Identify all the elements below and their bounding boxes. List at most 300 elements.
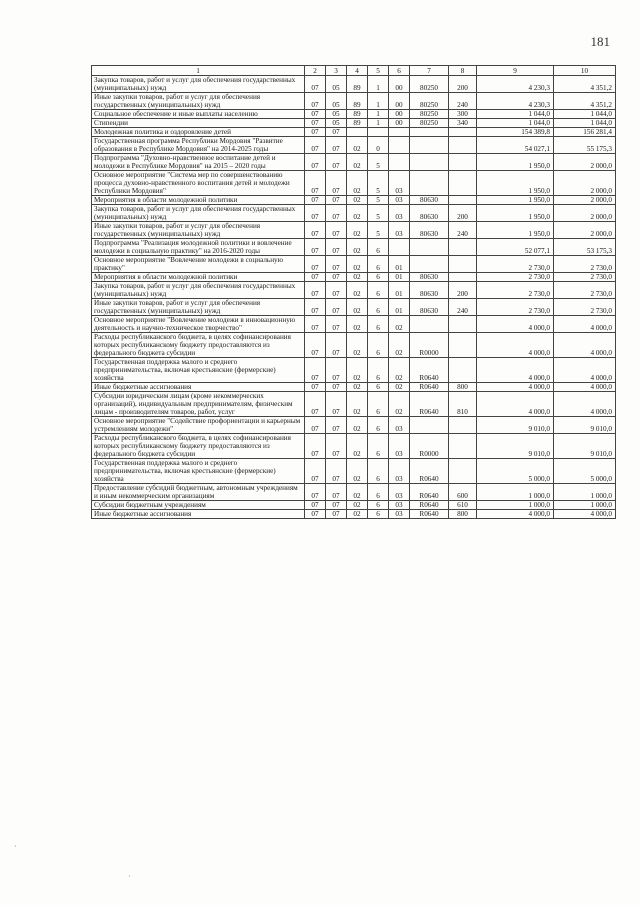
row-subprogram: 5 [368,196,389,205]
row-direction [410,417,449,434]
row-name: Основное мероприятие "Содействие профориентации и карьерным устремлениям молодежи" [92,417,305,434]
row-program: 02 [347,392,368,417]
table-header-row [92,66,616,76]
row-sum-year-2: 156 281,4 [554,128,616,137]
row-subsection: 07 [326,417,347,434]
row-section: 07 [305,205,326,222]
row-sum-year-1: 52 077,1 [477,239,554,256]
row-sum-year-2: 9 010,0 [554,417,616,434]
row-sum-year-1: 1 950,0 [477,171,554,196]
row-name: Закупка товаров, работ и услуг для обеспечения государственных (муниципальных) нужд [92,282,305,299]
row-activity: 03 [389,510,410,519]
table-body [92,76,616,519]
row-program: 89 [347,119,368,128]
row-direction: 80630 [410,299,449,316]
row-program: 02 [347,256,368,273]
row-sum-year-1: 4 230,3 [477,76,554,93]
column-header: 9 [477,66,554,76]
row-section: 07 [305,76,326,93]
row-subsection: 05 [326,110,347,119]
row-subprogram: 6 [368,434,389,459]
row-sum-year-2: 2 000,0 [554,205,616,222]
row-activity: 03 [389,417,410,434]
row-expense-type: 240 [449,93,477,110]
row-sum-year-1: 4 000,0 [477,333,554,358]
row-sum-year-2: 4 000,0 [554,316,616,333]
row-name: Подпрограмма "Духовно-нравственное воспитание детей и молодежи в Республике Мордовия" на 2015 – 2020 годы [92,154,305,171]
row-subprogram: 6 [368,282,389,299]
row-activity: 01 [389,282,410,299]
row-subprogram [368,128,389,137]
row-subprogram: 6 [368,383,389,392]
row-subsection: 07 [326,383,347,392]
row-program: 02 [347,316,368,333]
row-subprogram: 1 [368,76,389,93]
row-program: 02 [347,239,368,256]
row-subsection: 05 [326,93,347,110]
column-header: 4 [347,66,368,76]
row-direction: R0640 [410,392,449,417]
row-subsection: 07 [326,128,347,137]
row-subsection: 07 [326,196,347,205]
row-activity [389,154,410,171]
row-activity: 02 [389,333,410,358]
row-section: 07 [305,434,326,459]
row-sum-year-1: 4 000,0 [477,510,554,519]
row-expense-type [449,256,477,273]
table-row [92,316,616,333]
row-name: Государственная поддержка малого и среднего предпринимательства, включая крестьянские (фермерские) хозяйства [92,459,305,484]
row-section: 07 [305,256,326,273]
row-subsection: 07 [326,510,347,519]
row-direction: 80630 [410,196,449,205]
row-name: Иные бюджетные ассигнования [92,510,305,519]
row-sum-year-2: 1 000,0 [554,501,616,510]
row-program: 02 [347,171,368,196]
row-name: Расходы республиканского бюджета, в целях софинансирования которых республиканскому бюджету предоставляются из федерального бюджета субсидии [92,434,305,459]
row-program: 02 [347,358,368,383]
row-program: 02 [347,205,368,222]
row-section: 07 [305,392,326,417]
row-activity: 03 [389,196,410,205]
row-section: 07 [305,171,326,196]
column-header: 8 [449,66,477,76]
table-row [92,205,616,222]
row-subsection: 07 [326,239,347,256]
row-subprogram: 6 [368,510,389,519]
row-subsection: 07 [326,273,347,282]
column-header: 6 [389,66,410,76]
row-sum-year-2: 1 000,0 [554,484,616,501]
row-sum-year-1: 2 730,0 [477,273,554,282]
row-program: 02 [347,510,368,519]
table-row [92,128,616,137]
table-row [92,392,616,417]
row-activity: 03 [389,222,410,239]
row-program: 02 [347,137,368,154]
table-row [92,119,616,128]
row-expense-type: 200 [449,76,477,93]
table-row [92,282,616,299]
row-name: Субсидии бюджетным учреждениям [92,501,305,510]
row-name: Мероприятия в области молодежной политики [92,273,305,282]
row-direction: 80250 [410,119,449,128]
row-expense-type [449,316,477,333]
row-sum-year-2: 2 000,0 [554,222,616,239]
row-name: Стипендии [92,119,305,128]
row-sum-year-2: 2 000,0 [554,196,616,205]
row-direction [410,137,449,154]
row-section: 07 [305,273,326,282]
row-direction [410,239,449,256]
row-subprogram: 6 [368,239,389,256]
budget-table [91,65,616,519]
row-name: Закупка товаров, работ и услуг для обеспечения государственных (муниципальных) нужд [92,76,305,93]
table-row [92,256,616,273]
table-row [92,137,616,154]
row-sum-year-2: 2 730,0 [554,299,616,316]
row-section: 07 [305,510,326,519]
row-direction [410,154,449,171]
row-direction: R0640 [410,501,449,510]
row-name: Предоставление субсидий бюджетным, автономным учреждениям и иным некоммерческим организациям [92,484,305,501]
row-sum-year-2: 4 000,0 [554,510,616,519]
row-subsection: 07 [326,459,347,484]
row-program: 02 [347,273,368,282]
row-section: 07 [305,282,326,299]
row-expense-type: 600 [449,484,477,501]
row-name: Основное мероприятие "Система мер по совершенствованию процесса духовно-нравственного воспитания детей и молодежи Республики Мордовия" [92,171,305,196]
row-program: 02 [347,333,368,358]
table-row [92,93,616,110]
row-sum-year-2: 4 000,0 [554,333,616,358]
row-direction: R0640 [410,484,449,501]
scan-speck: · [128,872,131,881]
row-sum-year-2: 4 351,2 [554,76,616,93]
row-sum-year-2: 1 044,0 [554,119,616,128]
row-subsection: 07 [326,501,347,510]
row-expense-type: 240 [449,299,477,316]
row-sum-year-2: 1 044,0 [554,110,616,119]
row-subprogram: 1 [368,110,389,119]
row-sum-year-1: 2 730,0 [477,256,554,273]
row-subprogram: 6 [368,392,389,417]
row-direction: 80630 [410,282,449,299]
row-expense-type: 200 [449,282,477,299]
row-subsection: 07 [326,222,347,239]
row-section: 07 [305,128,326,137]
row-expense-type [449,154,477,171]
row-sum-year-1: 1 044,0 [477,110,554,119]
table-row [92,171,616,196]
row-name: Иные закупки товаров, работ и услуг для обеспечения государственных (муниципальных) нужд [92,93,305,110]
row-direction: R0640 [410,459,449,484]
row-activity: 03 [389,484,410,501]
row-sum-year-1: 1 000,0 [477,501,554,510]
row-direction [410,171,449,196]
row-sum-year-1: 9 010,0 [477,417,554,434]
row-sum-year-1: 1 950,0 [477,222,554,239]
table-row [92,484,616,501]
column-header: 10 [554,66,616,76]
row-activity: 02 [389,358,410,383]
row-sum-year-1: 4 000,0 [477,316,554,333]
row-section: 07 [305,110,326,119]
row-activity: 03 [389,171,410,196]
row-sum-year-1: 4 000,0 [477,392,554,417]
table-row [92,76,616,93]
row-subprogram: 6 [368,459,389,484]
row-name: Основное мероприятие "Вовлечение молодежи в инновационную деятельность и научно-техническое творчество" [92,316,305,333]
table-row [92,333,616,358]
row-direction: 80630 [410,273,449,282]
row-subsection: 07 [326,358,347,383]
row-activity: 03 [389,434,410,459]
row-program [347,128,368,137]
row-section: 07 [305,119,326,128]
table-row [92,196,616,205]
row-expense-type [449,333,477,358]
row-name: Расходы республиканского бюджета, в целях софинансирования которых республиканскому бюджету предоставляются из федерального бюджета субсидии [92,333,305,358]
table-row [92,358,616,383]
row-program: 02 [347,501,368,510]
row-sum-year-1: 1 044,0 [477,119,554,128]
row-expense-type [449,417,477,434]
row-name: Государственная программа Республики Мордовия "Развитие образования в Республике Мордовия" на 2014-2025 годы [92,137,305,154]
table-row [92,501,616,510]
row-expense-type: 610 [449,501,477,510]
table-row [92,273,616,282]
row-activity: 02 [389,392,410,417]
row-subprogram: 6 [368,358,389,383]
row-program: 02 [347,459,368,484]
column-header: 5 [368,66,389,76]
row-direction: R0000 [410,333,449,358]
row-activity: 00 [389,93,410,110]
row-program: 02 [347,222,368,239]
row-subsection: 05 [326,119,347,128]
row-expense-type [449,128,477,137]
row-section: 07 [305,137,326,154]
row-direction: 80630 [410,222,449,239]
row-sum-year-2: 2 730,0 [554,256,616,273]
row-program: 89 [347,93,368,110]
row-sum-year-2: 4 351,2 [554,93,616,110]
row-expense-type: 800 [449,510,477,519]
table-row [92,417,616,434]
row-expense-type [449,358,477,383]
row-sum-year-2: 2 730,0 [554,273,616,282]
row-sum-year-1: 2 730,0 [477,282,554,299]
row-name: Государственная поддержка малого и среднего предпринимательства, включая крестьянские (фермерские) хозяйства [92,358,305,383]
row-activity: 01 [389,299,410,316]
row-expense-type: 340 [449,119,477,128]
row-subprogram: 6 [368,501,389,510]
row-section: 07 [305,383,326,392]
row-expense-type [449,459,477,484]
row-direction: R0640 [410,358,449,383]
row-expense-type [449,273,477,282]
row-sum-year-1: 1 950,0 [477,196,554,205]
table-row [92,239,616,256]
row-section: 07 [305,316,326,333]
table-row [92,299,616,316]
row-expense-type [449,196,477,205]
row-subsection: 05 [326,76,347,93]
row-section: 07 [305,417,326,434]
row-section: 07 [305,239,326,256]
row-subprogram: 1 [368,93,389,110]
row-sum-year-1: 154 389,8 [477,128,554,137]
row-subsection: 07 [326,256,347,273]
row-program: 89 [347,110,368,119]
row-expense-type: 240 [449,222,477,239]
column-header: 3 [326,66,347,76]
row-subsection: 07 [326,434,347,459]
row-program: 02 [347,484,368,501]
scan-speck: · [14,842,17,851]
row-activity: 02 [389,383,410,392]
row-subsection: 07 [326,392,347,417]
row-direction: 80630 [410,205,449,222]
row-subprogram: 6 [368,299,389,316]
row-activity [389,137,410,154]
row-direction: R0640 [410,383,449,392]
row-activity [389,128,410,137]
row-name: Основное мероприятие "Вовлечение молодежи в социальную практику" [92,256,305,273]
row-sum-year-1: 4 000,0 [477,358,554,383]
row-subprogram: 6 [368,417,389,434]
row-name: Молодежная политика и оздоровление детей [92,128,305,137]
row-subsection: 07 [326,205,347,222]
table-row [92,383,616,392]
row-sum-year-1: 9 010,0 [477,434,554,459]
column-header: 1 [92,66,305,76]
row-section: 07 [305,93,326,110]
row-section: 07 [305,358,326,383]
row-activity: 03 [389,205,410,222]
row-subsection: 07 [326,154,347,171]
row-activity: 03 [389,501,410,510]
row-activity: 00 [389,110,410,119]
table-row [92,222,616,239]
row-expense-type [449,239,477,256]
row-program: 02 [347,154,368,171]
row-name: Социальное обеспечение и иные выплаты населению [92,110,305,119]
row-section: 07 [305,299,326,316]
row-expense-type: 800 [449,383,477,392]
row-program: 02 [347,282,368,299]
row-subprogram: 6 [368,484,389,501]
row-activity: 02 [389,316,410,333]
table-row [92,434,616,459]
row-name: Мероприятия в области молодежной политики [92,196,305,205]
row-direction: R0640 [410,510,449,519]
row-subprogram: 6 [368,273,389,282]
row-subprogram: 1 [368,119,389,128]
row-subprogram: 6 [368,256,389,273]
row-activity: 01 [389,256,410,273]
row-section: 07 [305,333,326,358]
row-section: 07 [305,154,326,171]
row-sum-year-1: 1 950,0 [477,205,554,222]
row-name: Иные бюджетные ассигнования [92,383,305,392]
row-section: 07 [305,196,326,205]
row-direction [410,316,449,333]
row-sum-year-2: 2 730,0 [554,282,616,299]
row-name: Иные закупки товаров, работ и услуг для обеспечения государственных (муниципальных) нужд [92,299,305,316]
row-expense-type: 300 [449,110,477,119]
row-sum-year-2: 2 000,0 [554,171,616,196]
row-subprogram: 0 [368,137,389,154]
row-sum-year-1: 54 027,1 [477,137,554,154]
row-sum-year-1: 1 000,0 [477,484,554,501]
row-program: 02 [347,196,368,205]
row-sum-year-1: 5 000,0 [477,459,554,484]
row-expense-type [449,137,477,154]
row-name: Подпрограмма "Реализация молодежной политики и вовлечение молодежи в социальную практику" на 2016-2020 годы [92,239,305,256]
row-sum-year-2: 4 000,0 [554,392,616,417]
row-direction: 80250 [410,76,449,93]
row-sum-year-2: 5 000,0 [554,459,616,484]
row-direction: 80250 [410,93,449,110]
row-sum-year-1: 4 230,3 [477,93,554,110]
row-program: 02 [347,434,368,459]
row-direction: 80250 [410,110,449,119]
row-subsection: 07 [326,484,347,501]
row-program: 89 [347,76,368,93]
row-direction: R0000 [410,434,449,459]
row-activity: 03 [389,459,410,484]
table-row [92,110,616,119]
table-row [92,459,616,484]
row-subsection: 07 [326,137,347,154]
table-row [92,510,616,519]
row-sum-year-2: 55 175,3 [554,137,616,154]
row-expense-type: 810 [449,392,477,417]
row-name: Иные закупки товаров, работ и услуг для обеспечения государственных (муниципальных) нужд [92,222,305,239]
row-program: 02 [347,417,368,434]
row-direction [410,256,449,273]
row-sum-year-1: 1 950,0 [477,154,554,171]
row-sum-year-2: 4 000,0 [554,383,616,392]
row-sum-year-2: 4 000,0 [554,358,616,383]
column-header: 7 [410,66,449,76]
row-direction [410,128,449,137]
row-program: 02 [347,299,368,316]
row-subprogram: 5 [368,171,389,196]
table-row [92,154,616,171]
row-subsection: 07 [326,316,347,333]
row-expense-type [449,171,477,196]
row-subsection: 07 [326,299,347,316]
row-sum-year-2: 9 010,0 [554,434,616,459]
row-activity: 00 [389,76,410,93]
row-subsection: 07 [326,171,347,196]
page-number: 181 [590,34,610,49]
row-name: Субсидии юридическим лицам (кроме некоммерческих организаций), индивидуальным предпринимателям, физическим лицам - производителям товаров, работ, услуг [92,392,305,417]
row-subprogram: 5 [368,205,389,222]
row-subprogram: 6 [368,316,389,333]
row-section: 07 [305,459,326,484]
row-subprogram: 5 [368,222,389,239]
row-sum-year-1: 2 730,0 [477,299,554,316]
row-subsection: 07 [326,282,347,299]
row-name: Закупка товаров, работ и услуг для обеспечения государственных (муниципальных) нужд [92,205,305,222]
row-activity: 00 [389,119,410,128]
row-expense-type [449,434,477,459]
row-program: 02 [347,383,368,392]
